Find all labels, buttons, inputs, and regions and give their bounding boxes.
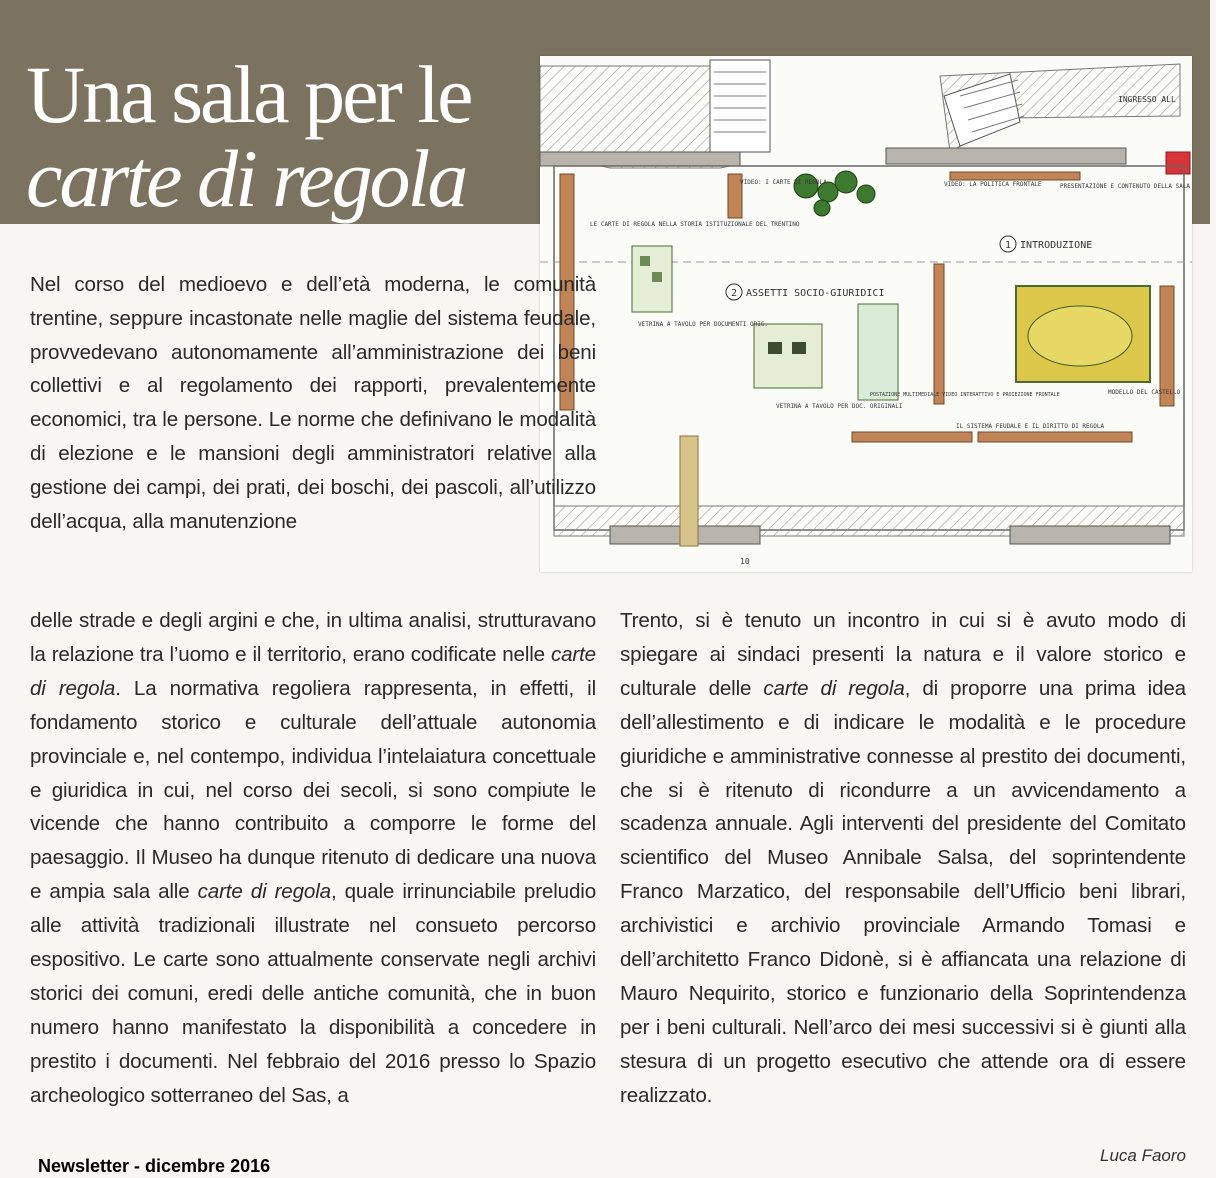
article-paragraph [30, 604, 596, 1113]
label-ingresso: INGRESSO ALL [1118, 95, 1176, 104]
text-run: delle strade e degli argini e che, in ultima analisi, strutturavano la relazione tra l’uomo e il territorio, erano codificate nelle [30, 609, 596, 666]
italic-term: carte di regola [197, 880, 331, 904]
title-line-1: Una sala per le [26, 49, 471, 140]
article-paragraph [620, 604, 1186, 1113]
text-run: . La normativa regoliera rappresenta, in effetti, il fondamento storico e culturale dell’attuale autonomia provinciale e, nel contempo, individua l’intelaiatura concettuale e giuridica in cui, nel corso dei secoli, si sono compiute le vicende che hanno contribuito a comporre le forme del paesaggio. Il Museo ha dunque ritenuto di dedicare una nuova e ampia sala alle [30, 676, 596, 904]
label-storia: LE CARTE DI REGOLA NELLA STORIA ISTITUZIONALE DEL TRENTINO [590, 221, 800, 228]
label-sistema: IL SISTEMA FEUDALE E IL DIRITTO DI REGOLA [956, 423, 1105, 430]
title-line-2: carte di regola [26, 133, 466, 224]
article-column-1-top [30, 268, 596, 538]
text-run: , di proporre una prima idea dell’allestimento e di indicare le modalità e le procedure giuridiche e amministrative connesse al prestito dei documenti, che si è ritenuto di ricondurre a un avvicendamento a scadenza annuale. Agli interventi del presidente del Comitato scientifico del Museo Annibale Salsa, del soprintendente Franco Marzatico, del responsabile dell’Ufficio beni librari, archivistici e archivio provinciale Armando Tomasi e dell’architetto Franco Didonè, si è affiancata una relazione di Mauro Nequirito, storico e funzionario della Soprintendenza per i beni culturali. Nell’arco dei mesi successivi si è giunti alla stesura di un progetto esecutivo che attende ora di essere realizzato. [620, 676, 1186, 1107]
text-run: Trento, si è tenuto un incontro in cui si è avuto modo di spiegare ai sindaci presenti la natura e il valore storico e culturale delle [620, 609, 1186, 700]
author-signature: Luca Faoro [1100, 1146, 1186, 1165]
label-scale: 10 [740, 557, 750, 566]
italic-term: carte di regola [763, 676, 905, 700]
svg-text:1: 1 [1005, 240, 1012, 251]
italic-term: carte di regola [30, 642, 596, 700]
label-video-politica: VIDEO: LA POLITICA FRONTALE [944, 181, 1042, 188]
label-assetti: ASSETTI SOCIO-GIURIDICI [746, 288, 885, 299]
label-video: VIDEO: I CARTE DI REGOLA [740, 179, 827, 186]
article-paragraph: Nel corso del medioevo e dell’età moderna, le comunità trentine, seppure incastonate nelle maglie del sistema feudale, provvedevano autonomamente all’amministrazione dei beni collettivi e al regolamento dei rapporti, prevalentemente economici, tra le persone. Le norme che definivano le modalità di elezione e le mansioni degli amministratori relative alla gestione dei campi, dei prati, dei boschi, dei pascoli, all’utilizzo dell’acqua, alla manutenzione [30, 273, 596, 533]
top-walls [540, 60, 1190, 174]
title-block [0, 46, 540, 224]
floorplan-svg [540, 56, 1192, 572]
label-vetrina-2: VETRINA A TAVOLO PER DOC. ORIGINALI [776, 403, 903, 410]
svg-text:2: 2 [731, 288, 738, 299]
label-postazione: POSTAZIONE MULTIMEDIALE VIDEO INTERATTIVO E PROIEZIONE FRONTALE [870, 392, 1060, 398]
label-modello: MODELLO DEL CASTELLO [1108, 389, 1181, 396]
floorplan-drawing [540, 56, 1192, 572]
plants [794, 171, 875, 216]
label-vetrina-1: VETRINA A TAVOLO PER DOCUMENTI ORIG. [638, 321, 769, 328]
footer-newsletter: Newsletter - dicembre 2016 [38, 1156, 271, 1176]
bottom-walls [554, 436, 1184, 546]
article-column-1-bottom [30, 604, 596, 1113]
text-run: , quale irrinunciabile preludio alle attività tradizionali illustrate nel consueto percorso espositivo. Le carte sono attualmente conservate negli archivi storici dei comuni, eredi delle antiche comunità, che in buon numero hanno manifestato la disponibilità a concedere in prestito i documenti. Nel febbraio del 2016 presso lo Spazio archeologico sotterraneo del Sas, a [30, 880, 596, 1107]
label-introduzione: INTRODUZIONE [1020, 240, 1093, 251]
label-presentazione: PRESENTAZIONE E CONTENUTO DELLA SALA [1060, 183, 1191, 190]
article-column-2 [620, 604, 1186, 1113]
